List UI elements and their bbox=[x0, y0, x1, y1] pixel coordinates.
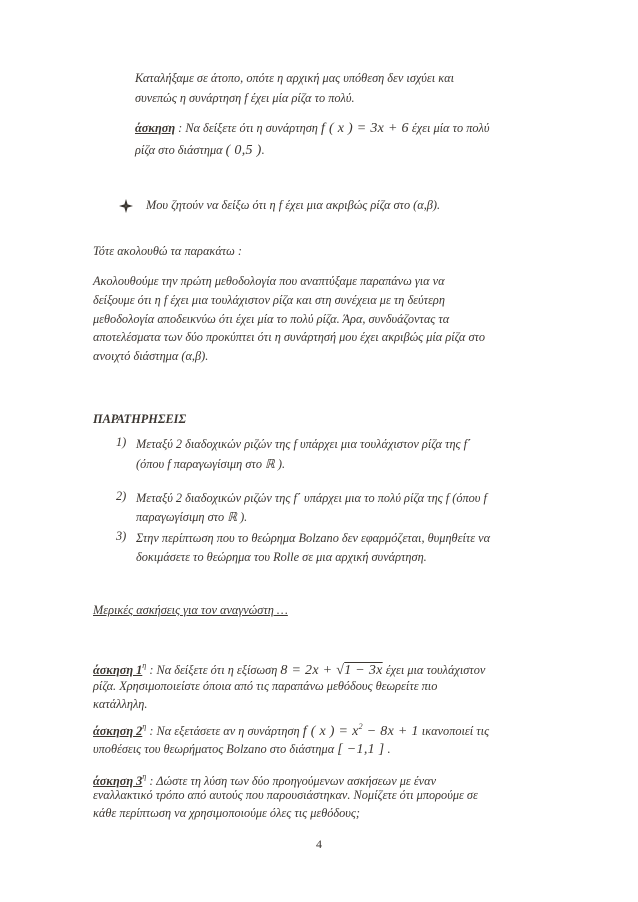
exercise-text: υποθέσεις του θεωρήματος Bolzano στο διάστημα bbox=[93, 742, 338, 756]
method-line-4: αποτελέσματα των δύο προκύπτει ότι η συνάρτησή μου έχει ακριβώς μία ρίζα στο bbox=[93, 330, 486, 344]
exercise-1-line-2: ρίζα. Χρησιμοποιείστε όποια από τις παραπάνω μεθόδους θεωρείτε πιο bbox=[93, 679, 438, 693]
remark-number: 2) bbox=[116, 489, 127, 503]
exercise-text: . bbox=[384, 742, 391, 756]
reader-exercises-heading: Μερικές ασκήσεις για τον αναγνώστη … bbox=[93, 603, 288, 617]
exercise-text: έχει μια τουλάχιστον bbox=[382, 663, 486, 677]
then-line: Τότε ακολουθώ τα παρακάτω : bbox=[93, 244, 243, 258]
method-line-3: μεθοδολογία αποδεικνύω ότι έχει μία το πολύ ρίζα. Άρα, συνδυάζοντας τα bbox=[93, 312, 450, 326]
bullet-text: Μου ζητούν να δείξω ότι η f έχει μια ακριβώς ρίζα στο (α,β). bbox=[146, 198, 441, 212]
interval: ( 0,5 ) bbox=[225, 143, 262, 158]
intro-line-2: συνεπώς η συνάρτηση f έχει μία ρίζα το πολύ. bbox=[135, 91, 355, 105]
intro-line-1: Καταλήξαμε σε άτοπο, οπότε η αρχική μας υπόθεση δεν ισχύει και bbox=[135, 71, 455, 85]
equation-left: 8 = 2x + bbox=[280, 663, 337, 678]
ordinal-superscript: η bbox=[142, 722, 147, 731]
exercise-label: άσκηση 1 bbox=[93, 663, 143, 677]
remarks-heading: ΠΑΡΑΤΗΡΗΣΕΙΣ bbox=[93, 412, 187, 426]
remark-1-line-1: Μεταξύ 2 διαδοχικών ριζών της f υπάρχει μια τουλάχιστον ρίζα της f΄ bbox=[136, 437, 472, 451]
exercise-text: : Να εξετάσετε αν η συνάρτηση bbox=[146, 724, 303, 738]
exercise-label: άσκηση bbox=[135, 121, 176, 135]
remark-number: 3) bbox=[116, 529, 127, 543]
diamond-bullet-icon bbox=[119, 199, 133, 213]
formula: f ( x ) = 3x + 6 bbox=[320, 121, 409, 136]
exercise-3-line-3: κάθε περίπτωση να χρησιμοποιούμε όλες τις μεθόδους; bbox=[93, 806, 361, 820]
method-line-5: ανοιχτό διάστημα (α,β). bbox=[93, 349, 209, 363]
exercise-text: ρίζα στο διάστημα bbox=[135, 143, 226, 157]
remark-2-line-1: Μεταξύ 2 διαδοχικών ριζών της f΄ υπάρχει μια το πολύ ρίζα της f (όπου f bbox=[136, 491, 487, 505]
ordinal-superscript: η bbox=[142, 772, 147, 781]
exercise-2-line-2 bbox=[93, 740, 391, 759]
remark-1-line-2: (όπου f παραγωγίσιμη στο ℝ ). bbox=[136, 457, 286, 471]
exercise-3-line-2: εναλλακτικό τρόπο από αυτούς που παρουσιάστηκαν. Νομίζετε ότι μπορούμε σε bbox=[93, 788, 478, 802]
exercise-label: άσκηση 2 bbox=[93, 724, 143, 738]
formula-part: − 8x + 1 bbox=[362, 724, 419, 739]
formula-part: f ( x ) = x bbox=[302, 724, 359, 739]
exercise-text: έχει μία το πολύ bbox=[408, 121, 490, 135]
exercise-text: . bbox=[261, 143, 265, 157]
remark-number: 1) bbox=[116, 435, 127, 449]
interval: [ −1,1 ] bbox=[337, 742, 385, 757]
exercise-2-line-1 bbox=[93, 717, 489, 741]
exercise-0-line-2 bbox=[135, 141, 265, 160]
exercise-text: ικανοποιεί τις bbox=[418, 724, 490, 738]
ordinal-superscript: η bbox=[142, 661, 147, 670]
exercise-1-line-3: κατάλληλη. bbox=[93, 697, 148, 711]
remark-3-line-1: Στην περίπτωση που το θεώρημα Bolzano δεν εφαρμόζεται, θυμηθείτε να bbox=[136, 531, 491, 545]
exponent: 2 bbox=[358, 722, 363, 731]
exercise-label: άσκηση 3 bbox=[93, 774, 143, 788]
exercise-text: : Να δείξετε ότι η συνάρτηση bbox=[175, 121, 321, 135]
method-line-1: Ακολουθούμε την πρώτη μεθοδολογία που αναπτύξαμε παραπάνω για να bbox=[93, 274, 445, 288]
sqrt-radicand: 1 − 3x bbox=[344, 663, 383, 678]
page-number: 4 bbox=[316, 837, 322, 851]
exercise-0-line-1 bbox=[135, 119, 489, 138]
remark-2-line-2: παραγωγίσιμη στο ℝ ). bbox=[136, 510, 248, 524]
exercise-text: : Δώστε τη λύση των δύο προηγούμενων ασκήσεων με έναν bbox=[146, 774, 437, 788]
method-line-2: δείξουμε ότι η f έχει μια τουλάχιστον ρίζα και στη συνέχεια με τη δεύτερη bbox=[93, 293, 445, 307]
equation: 8 = 2x + √1 − 3x bbox=[280, 663, 383, 678]
formula bbox=[303, 724, 419, 739]
exercise-text: : Να δείξετε ότι η εξίσωση bbox=[146, 663, 281, 677]
remark-3-line-2: δοκιμάσετε το θεώρημα του Rolle σε μια αρχική συνάρτηση. bbox=[136, 550, 427, 564]
